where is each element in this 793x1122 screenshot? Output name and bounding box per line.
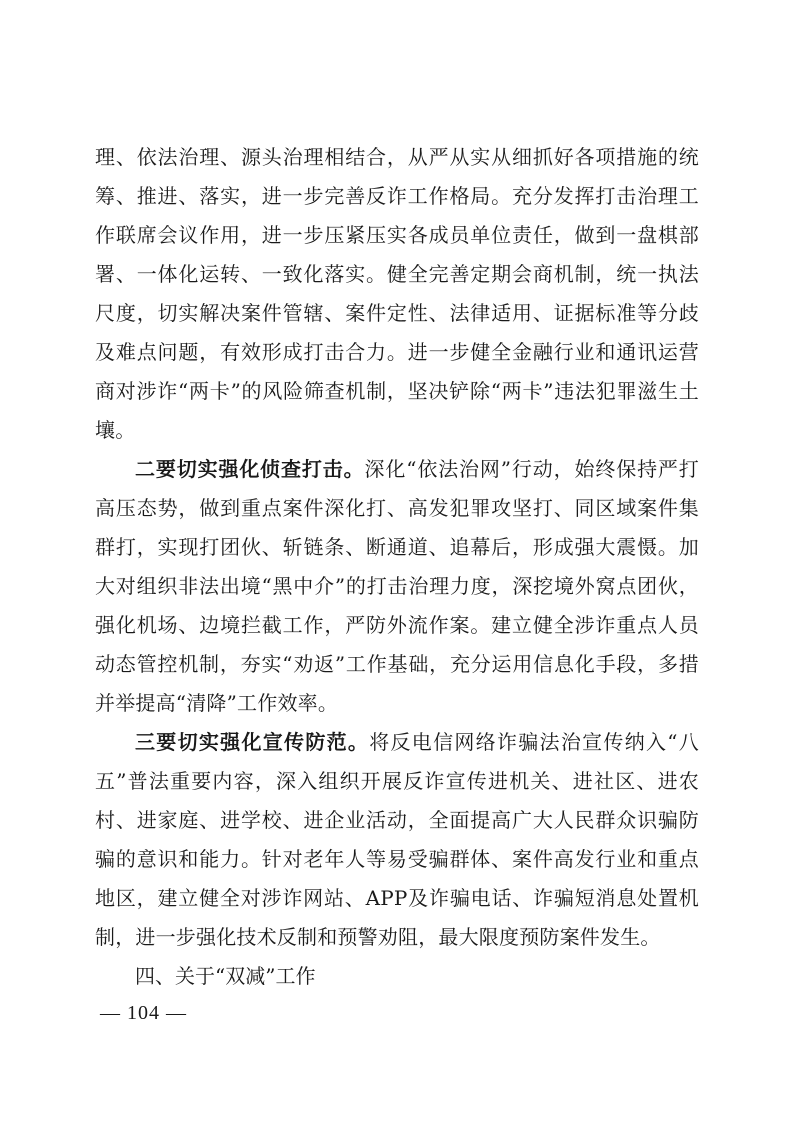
paragraph-text: 深化“依法治网”行动，始终保持严打高压态势，做到重点案件深化打、高发犯罪攻坚打、同区域案件集群打，实现打团伙、斩链条、断通道、追幕后，形成强大震慑。加大对组织非法出境“黑中介”的打击治理力度，深挖境外窝点团伙，强化机场、边境拦截工作，严防外流作案。建立健全涉诈重点人员动态管控机制，夯实“劝返”工作基础，充分运用信息化手段，多措并举提高“清降”工作效率。 [95, 457, 699, 715]
paragraph-prevention [95, 723, 699, 957]
paragraph-text: 将反电信网络诈骗法治宣传纳入“八五”普法重要内容，深入组织开展反诈宣传进机关、进社区、进农村、进家庭、进学校、进企业活动，全面提高广大人民群众识骗防骗的意识和能力。针对老年人等易受骗群体、案件高发行业和重点地区，建立健全对涉诈网站、APP及诈骗电话、诈骗短消息处置机制，进一步强化技术反制和预警劝阻，最大限度预防案件发生。 [95, 730, 699, 949]
section-heading: 四、关于“双减”工作 [135, 964, 316, 988]
document-body [95, 138, 699, 996]
paragraph-investigation [95, 450, 699, 723]
paragraph-lead: 二要切实强化侦查打击。 [135, 457, 365, 481]
paragraph-text: 理、依法治理、源头治理相结合，从严从实从细抓好各项措施的统筹、推进、落实，进一步完善反诈工作格局。充分发挥打击治理工作联席会议作用，进一步压紧压实各成员单位责任，做到一盘棋部署、一体化运转、一致化落实。健全完善定期会商机制，统一执法尺度，切实解决案件管辖、案件定性、法律适用、证据标准等分歧及难点问题，有效形成打击合力。进一步健全金融行业和通讯运营商对涉诈“两卡”的风险筛查机制，坚决铲除“两卡”违法犯罪滋生土壤。 [95, 145, 699, 442]
paragraph-continuation [95, 138, 699, 450]
paragraph-lead: 三要切实强化宣传防范。 [135, 730, 370, 754]
page-number: — 104 — [100, 1002, 187, 1024]
